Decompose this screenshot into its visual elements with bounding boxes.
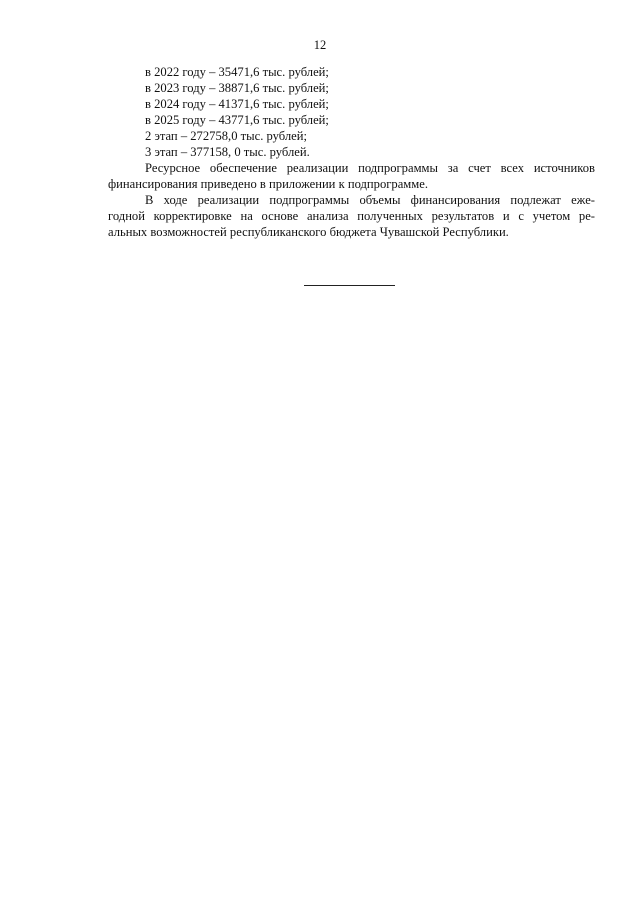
correction-paragraph-line-3: альных возможностей республиканского бюджета Чувашской Республики. bbox=[108, 225, 509, 239]
funding-line-2024: в 2024 году – 41371,6 тыс. рублей; bbox=[145, 97, 329, 111]
page-number: 12 bbox=[313, 38, 327, 52]
funding-line-stage-2: 2 этап – 272758,0 тыс. рублей; bbox=[145, 129, 307, 143]
funding-line-2025: в 2025 году – 43771,6 тыс. рублей; bbox=[145, 113, 329, 127]
funding-line-stage-3: 3 этап – 377158, 0 тыс. рублей. bbox=[145, 145, 310, 159]
correction-paragraph-line-1: В ходе реализации подпрограммы объемы финансирования подлежат еже- bbox=[145, 193, 595, 207]
resources-paragraph-line-2: финансирования приведено в приложении к подпрограмме. bbox=[108, 177, 428, 191]
resources-paragraph-line-1: Ресурсное обеспечение реализации подпрограммы за счет всех источников bbox=[145, 161, 595, 175]
end-separator-line bbox=[304, 285, 395, 286]
funding-line-2023: в 2023 году – 38871,6 тыс. рублей; bbox=[145, 81, 329, 95]
funding-line-2022: в 2022 году – 35471,6 тыс. рублей; bbox=[145, 65, 329, 79]
correction-paragraph-line-2: годной корректировке на основе анализа полученных результатов и с учетом ре- bbox=[108, 209, 595, 223]
